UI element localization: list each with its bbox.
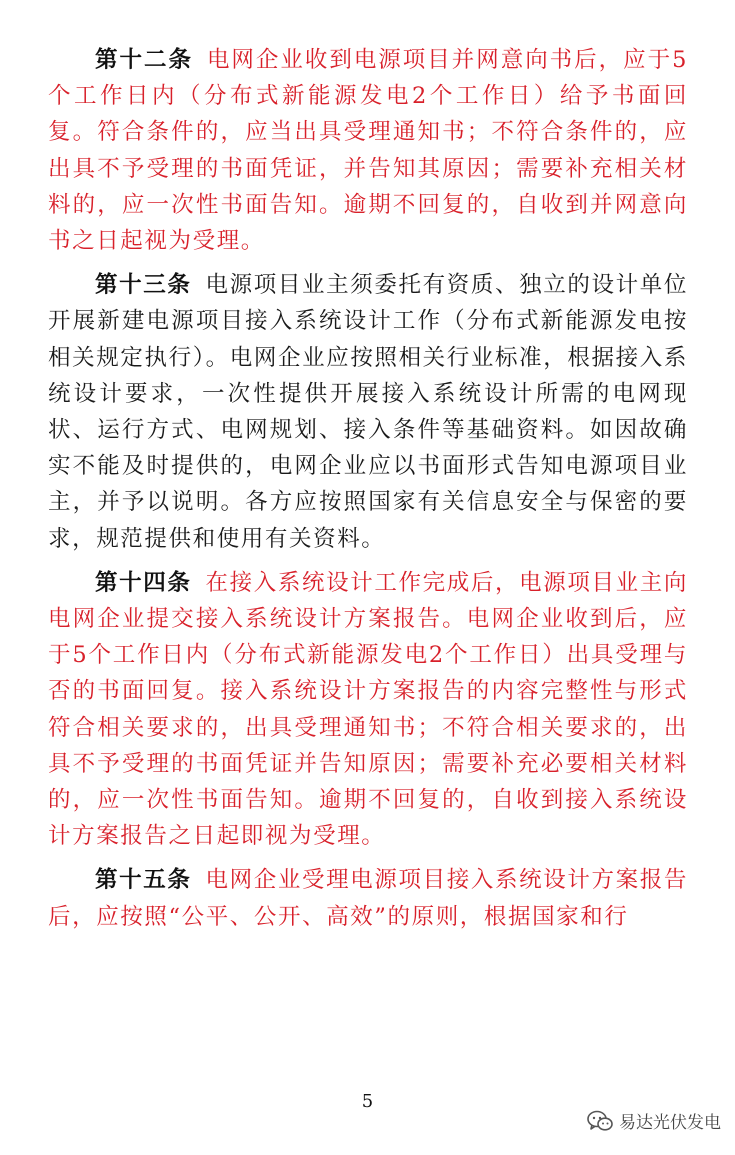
article-14 <box>48 565 688 855</box>
article-text: 电网企业收到电源项目并网意向书后，应于5个工作日内（分布式新能源发电2个工作日）给予书面回复。符合条件的，应当出具受理通知书；不符合条件的，应出具不予受理的书面凭证，并告知其原因；需要补充相关材料的，应一次性书面告知。逾期不回复的，自收到并网意向书之日起视为受理。 <box>48 47 688 255</box>
article-number: 第十二条 <box>95 47 193 73</box>
article-15 <box>48 862 688 934</box>
article-13 <box>48 267 688 557</box>
article-12 <box>48 42 688 259</box>
article-text: 电网企业受理电源项目接入系统设计方案报告后，应按照“公平、公开、高效”的原则，根据国家和行 <box>48 867 688 930</box>
article-number: 第十五条 <box>95 867 192 894</box>
article-number: 第十四条 <box>95 569 192 596</box>
page-number: 5 <box>361 1091 374 1112</box>
article-text: 电源项目业主须委托有资质、独立的设计单位开展新建电源项目接入系统设计工作（分布式新能源发电按相关规定执行）。电网企业应按照相关行业标准，根据接入系统设计要求，一次性提供开展接入系统设计所需的电网现状、运行方式、电网规划、接入条件等基础资料。如因故确实不能及时提供的，电网企业应以书面形式告知电源项目业主，并予以说明。各方应按照国家有关信息安全与保密的要求，规范提供和使用有关资料。 <box>48 272 688 552</box>
document-page <box>48 42 688 943</box>
wechat-icon <box>587 1110 613 1132</box>
article-text: 在接入系统设计工作完成后，电源项目业主向电网企业提交接入系统设计方案报告。电网企业收到后，应于5个工作日内（分布式新能源发电2个工作日）出具受理与否的书面回复。接入系统设计方案报告的内容完整性与形式符合相关要求的，出具受理通知书；不符合相关要求的，出具不予受理的书面凭证并告知原因；需要补充必要相关材料的，应一次性书面告知。逾期不回复的，自收到接入系统设计方案报告之日起即视为受理。 <box>48 569 688 850</box>
article-number: 第十三条 <box>95 272 192 299</box>
watermark-text: 易达光伏发电 <box>619 1113 721 1133</box>
watermark <box>587 1108 721 1133</box>
